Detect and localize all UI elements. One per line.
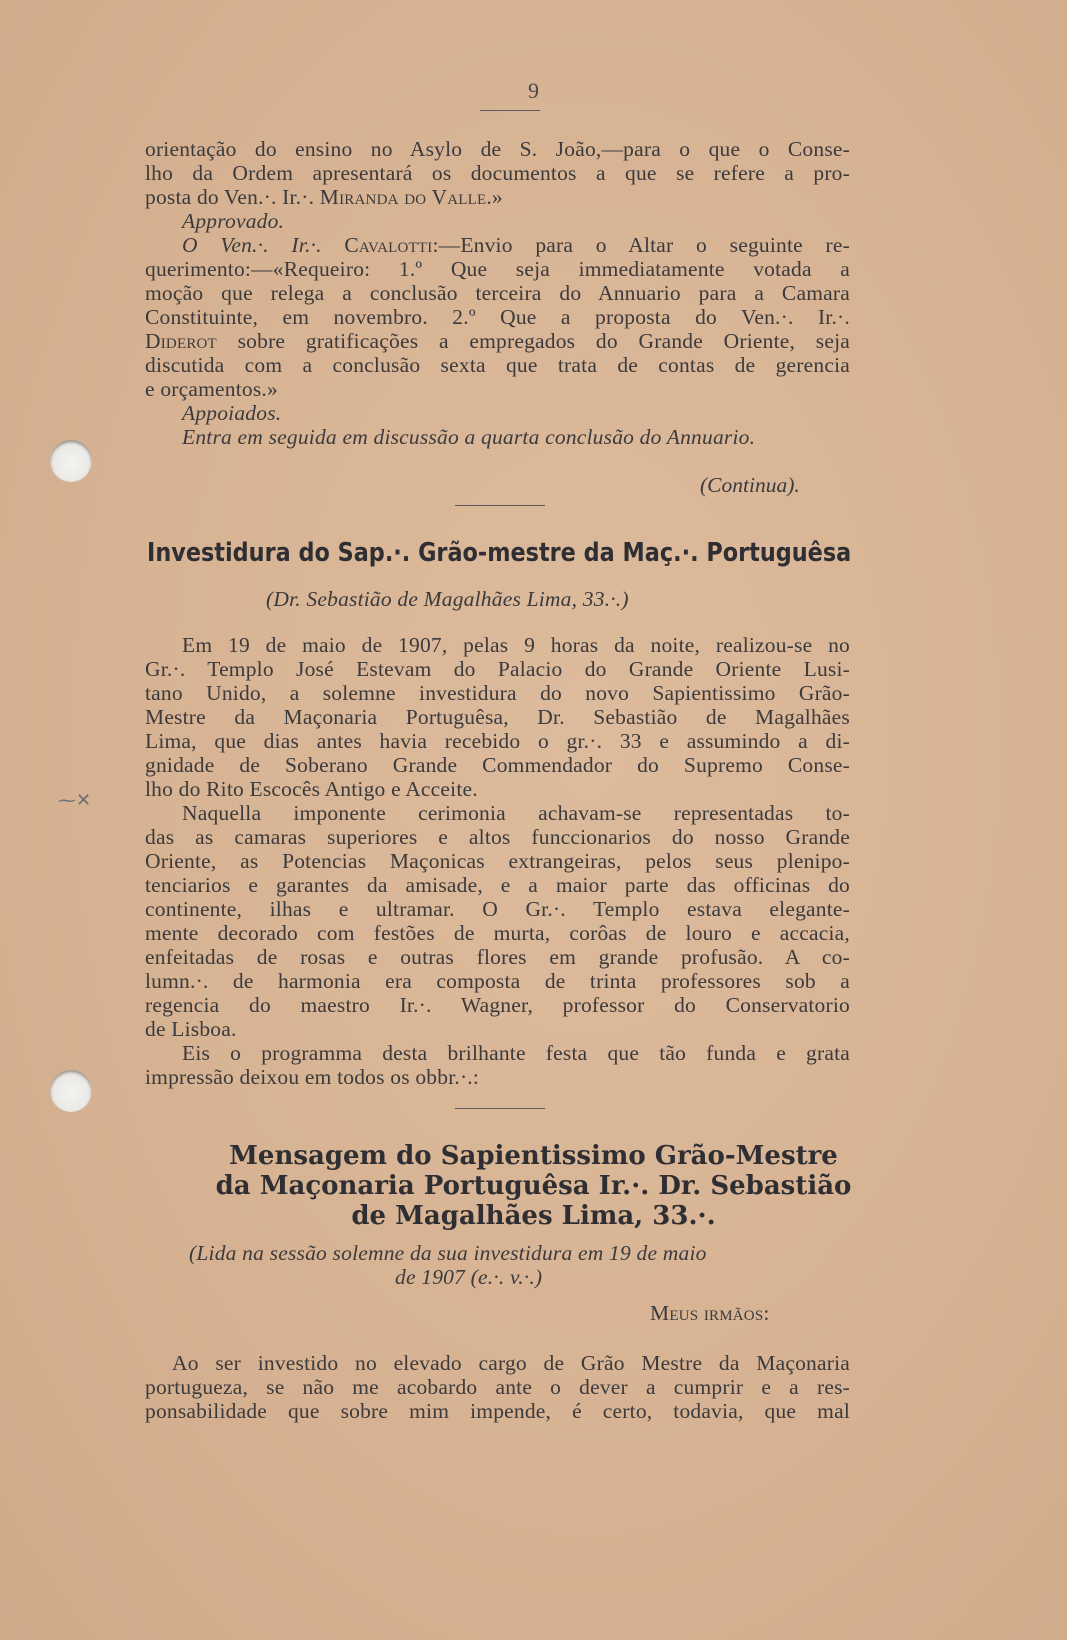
supported-line: Appoiados. — [182, 401, 282, 425]
message-title-line: de Magalhães Lima, 33.·. — [351, 1201, 716, 1231]
section-divider — [455, 505, 545, 506]
text-line: lho da Ordem apresentará os documentos a que se refere a pro- — [145, 161, 850, 185]
text-line: Em 19 de maio de 1907, pelas 9 horas da noite, realizou-se no — [182, 633, 850, 657]
text-line: continente, ilhas e ultramar. O Gr.·. Templo estava elegante- — [145, 897, 850, 921]
text-line: moção que relega a conclusão terceira do Annuario para a Camara — [145, 281, 850, 305]
text-line: portugueza, se não me acobardo ante o dever a cumprir e a res- — [145, 1375, 850, 1399]
text-line: posta do Ven.·. Ir.·. Miranda do Valle.» — [145, 185, 503, 209]
punch-hole-top — [50, 440, 92, 482]
message-note: (Lida na sessão solemne da sua investidura em 19 de maio — [189, 1241, 707, 1265]
text-line: O Ven.·. Ir.·. Cavalotti:—Envio para o Altar o seguinte re- — [182, 233, 851, 257]
text-line: querimento:—«Requeiro: 1.º Que seja immediatamente votada a — [145, 257, 850, 281]
text-line: Constituinte, em novembro. 2.º Que a proposta do Ven.·. Ir.·. — [145, 305, 850, 329]
text-line: mente decorado com festões de murta, corôas de louro e accacia, — [145, 921, 850, 945]
margin-mark-icon: ⁓✕ — [58, 790, 92, 810]
text-line: Eis o programma desta brilhante festa que tão funda e grata — [182, 1041, 850, 1065]
text-line: Diderot sobre gratificações a empregados do Grande Oriente, seja — [145, 329, 850, 353]
text-line: ponsabilidade que sobre mim impende, é certo, todavia, que mal — [145, 1399, 850, 1423]
cavalotti-name: Cavalotti — [344, 233, 433, 257]
page-number: 9 — [528, 78, 539, 103]
text-line: Oriente, as Potencias Maçonicas extrangeiras, pelos seus plenipo- — [145, 849, 850, 873]
text-line: lumn.·. de harmonia era composta de trinta professores sob a — [145, 969, 850, 993]
text-line: gnidade de Soberano Grande Commendador do Supremo Conse- — [145, 753, 850, 777]
text-line: regencia do maestro Ir.·. Wagner, professor do Conservatorio — [145, 993, 850, 1017]
text-line: Mestre da Maçonaria Portuguêsa, Dr. Sebastião de Magalhães — [145, 705, 850, 729]
header-rule — [480, 110, 540, 111]
text-line: Ao ser investido no elevado cargo de Grão Mestre da Maçonaria — [172, 1351, 850, 1375]
text-line: impressão deixou em todos os obbr.·.: — [145, 1065, 480, 1089]
proposer-name: Miranda do Valle.» — [319, 185, 503, 209]
text-line: Lima, que dias antes havia recebido o gr.·. 33 e assumindo a di- — [145, 729, 850, 753]
message-title-line: da Maçonaria Portuguêsa Ir.·. Dr. Sebastião — [215, 1171, 852, 1201]
message-note: de 1907 (e.·. v.·.) — [395, 1265, 543, 1289]
text-line: lho do Rito Escocês Antigo e Acceite. — [145, 777, 478, 801]
section-subtitle: (Dr. Sebastião de Magalhães Lima, 33.·.) — [266, 587, 629, 611]
text-line: enfeitadas de rosas e outras flores em grande profusão. A co- — [145, 945, 850, 969]
punch-hole-bottom — [50, 1070, 92, 1112]
approved-line: Approvado. — [182, 209, 285, 233]
text-line: orientação do ensino no Asylo de S. João,—para o que o Conse- — [145, 137, 850, 161]
section-divider — [455, 1108, 545, 1109]
text-line: Naquella imponente cerimonia achavam-se representadas to- — [182, 801, 850, 825]
diderot-name: Diderot — [145, 329, 217, 353]
section-title: Investidura do Sap.·. Grão-mestre da Maç.·. Portuguêsa — [147, 538, 852, 568]
text-line: e orçamentos.» — [145, 377, 278, 401]
text-line: de Lisboa. — [145, 1017, 237, 1041]
text-line: discutida com a conclusão sexta que trata de contas de gerencia — [145, 353, 850, 377]
text-line: tano Unido, a solemne investidura do novo Sapientissimo Grão- — [145, 681, 850, 705]
salutation: Meus irmãos: — [650, 1301, 770, 1325]
continues-note: (Continua). — [700, 473, 800, 497]
discussion-line: Entra em seguida em discussão a quarta conclusão do Annuario. — [182, 425, 756, 449]
text-line: das as camaras superiores e altos funccionarios do nosso Grande — [145, 825, 850, 849]
text-line: Gr.·. Templo José Estevam do Palacio do Grande Oriente Lusi- — [145, 657, 850, 681]
text-line: tenciarios e garantes da amisade, e a maior parte das officinas do — [145, 873, 850, 897]
message-title-line: Mensagem do Sapientissimo Grão-Mestre — [229, 1141, 838, 1171]
